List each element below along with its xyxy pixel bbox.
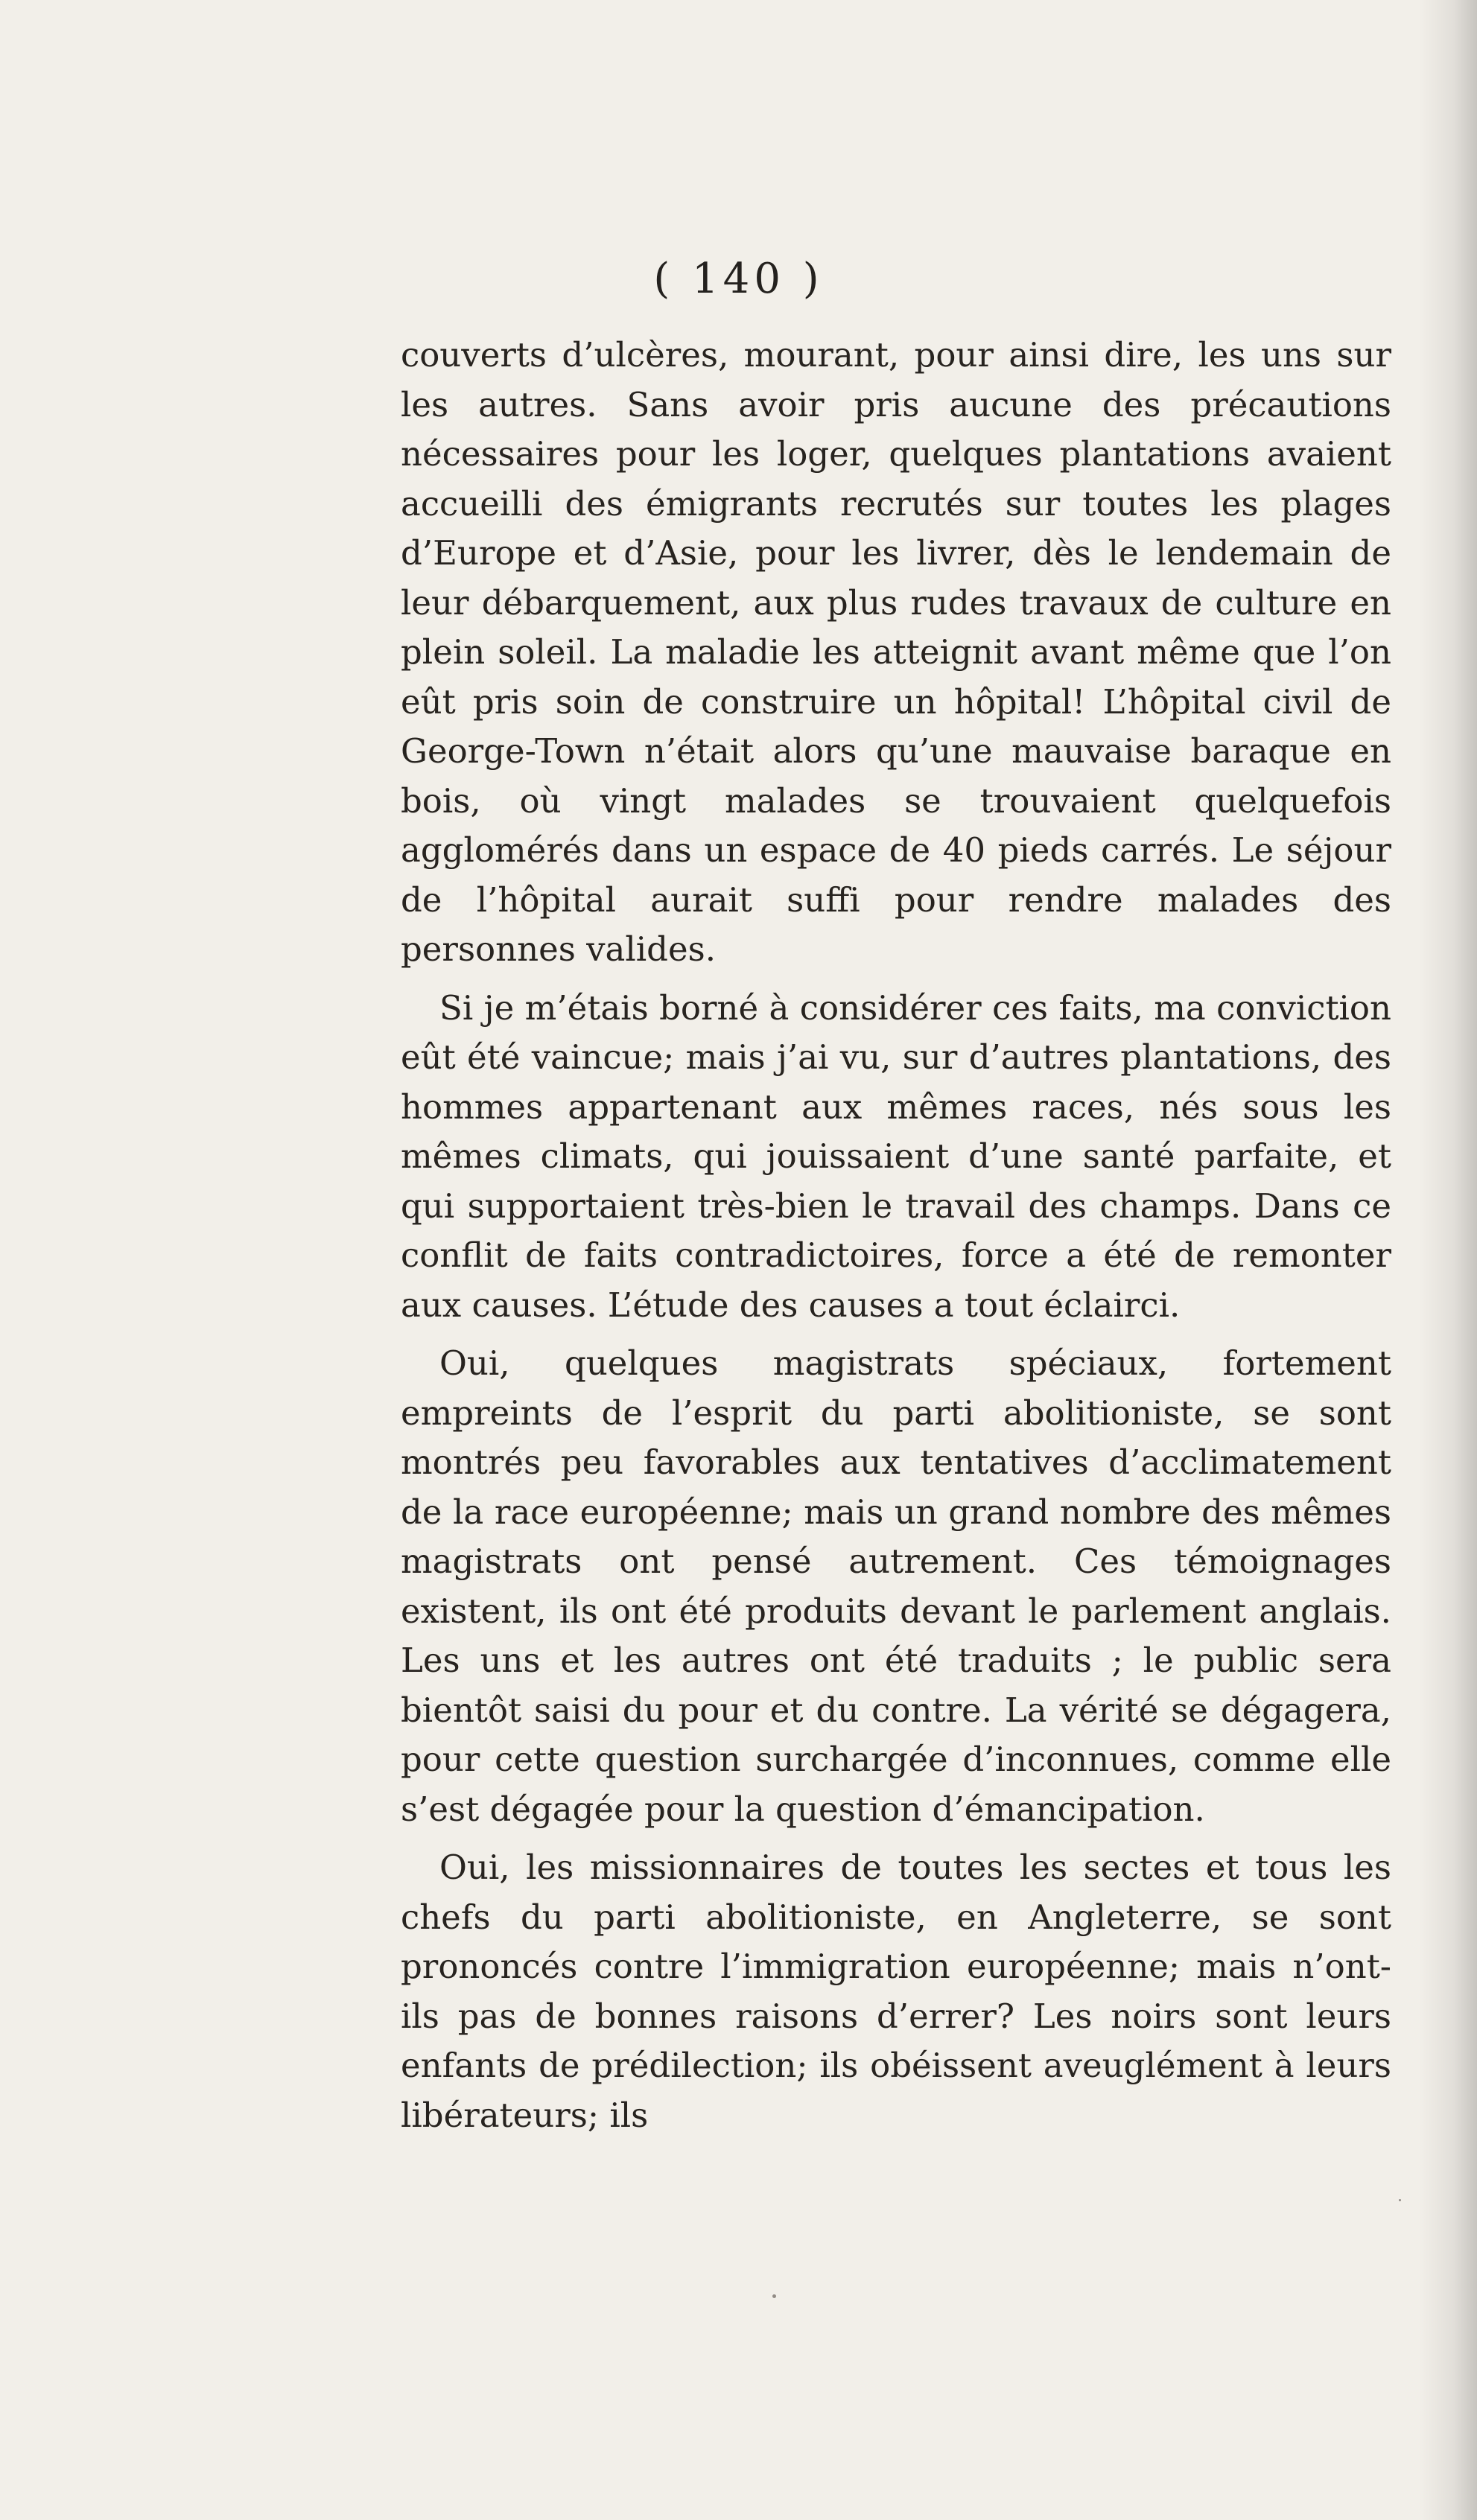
paragraph-4: Oui, les missionnaires de toutes les sectes et tous les chefs du parti abolitioniste, en Angleterre, se sont prononcés contre l’immigration européenne; mais n’ont-ils pas de bonnes raisons d’errer? Les noirs sont leurs enfants de prédilection; ils obéissent aveuglément à leurs libérateurs; ils — [401, 1848, 1391, 2135]
page-number: ( 140 ) — [653, 255, 824, 303]
paragraph-1: couverts d’ulcères, mourant, pour ainsi dire, les uns sur les autres. Sans avoir pris aucune des précautions nécessaires pour les loger, quelques plantations avaient accueilli des émigrants recrutés sur toutes les plages d’Europe et d’Asie, pour les livrer, dès le lendemain de leur débarquement, aux plus rudes travaux de culture en plein soleil. La maladie les atteignit avant même que l’on eût pris soin de construire un hôpital! L’hôpital civil de George-Town n’était alors qu’une mauvaise baraque en bois, où vingt malades se trouvaient quelquefois agglomérés dans un espace de 40 pieds carrés. Le séjour de l’hôpital aurait suffi pour rendre malades des personnes valides. — [401, 335, 1391, 969]
page-gutter-shadow — [1419, 0, 1477, 2520]
paragraph-2: Si je m’étais borné à considérer ces faits, ma conviction eût été vaincue; mais j’ai vu, sur d’autres plantations, des hommes appartenant aux mêmes races, nés sous les mêmes climats, qui jouissaient d’une santé parfaite, et qui supportaient très-bien le travail des champs. Dans ce conflit de faits contradictoires, force a été de remonter aux causes. L’étude des causes a tout éclairci. — [401, 987, 1391, 1325]
paper-speck — [1399, 2199, 1401, 2201]
paragraph-3: Oui, quelques magistrats spéciaux, fortement empreints de l’esprit du parti abolitioniste, se sont montrés peu favorables aux tentatives d’acclimatement de la race européenne; mais un grand nombre des mêmes magistrats ont pensé autrement. Ces témoignages existent, ils ont été produits devant le parlement anglais. Les uns et les autres ont été traduits ; le public sera bientôt saisi du pour et du contre. La vérité se dégagera, pour cette question surchargée d’inconnues, comme elle s’est dégagée pour la question d’émancipation. — [401, 1343, 1391, 1829]
body-text — [401, 331, 1391, 2149]
paper-speck — [772, 2294, 776, 2298]
